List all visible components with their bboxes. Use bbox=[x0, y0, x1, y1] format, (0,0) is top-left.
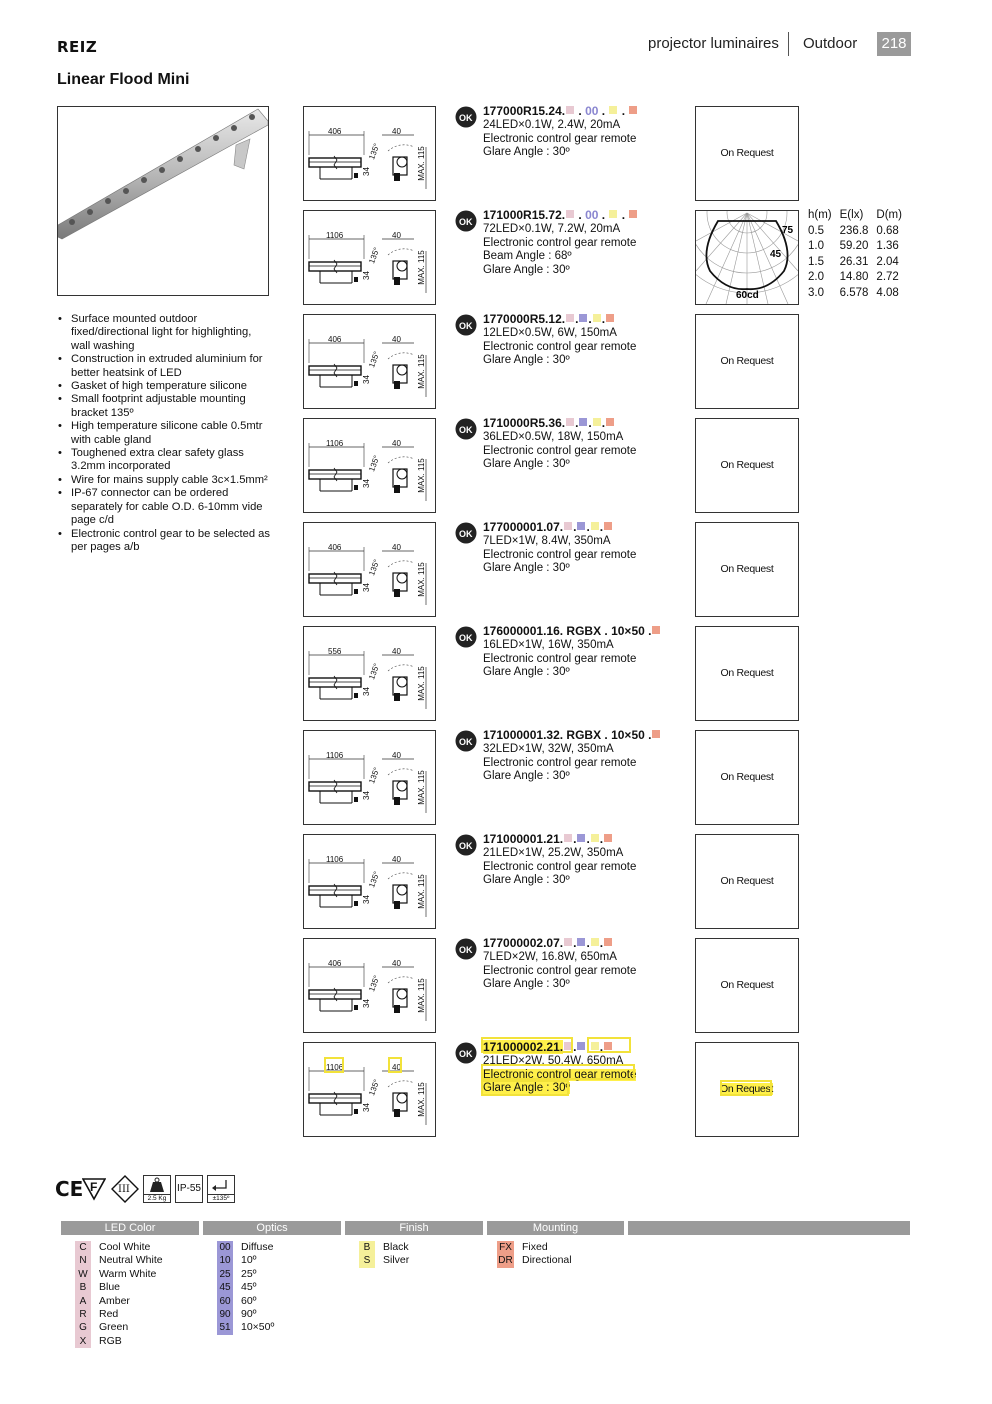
product-photo bbox=[57, 106, 269, 296]
on-request-label: On Request bbox=[720, 459, 774, 471]
option-swatch bbox=[591, 522, 599, 530]
spec-line: Glare Angle : 30º bbox=[483, 562, 570, 574]
category-label: projector luminaires bbox=[648, 35, 779, 52]
photometric-diagram bbox=[695, 210, 799, 305]
angle-label: 135° bbox=[367, 454, 382, 473]
spec-line: Glare Angle : 30º bbox=[483, 146, 570, 158]
product-code: 1710000R5.36. . . . bbox=[483, 416, 615, 430]
ip-rating-icon: IP-55 bbox=[175, 1175, 203, 1203]
product-code: 171000001.32. RGBX . 10×50 . bbox=[483, 728, 661, 742]
legend-item-mounting: FX Fixed bbox=[497, 1241, 548, 1254]
height-label: 34 bbox=[361, 271, 371, 280]
svg-text:OK: OK bbox=[459, 217, 473, 227]
legend-item-finish: B Black bbox=[359, 1241, 409, 1254]
option-swatch bbox=[579, 418, 587, 426]
spec-line: Glare Angle : 30º bbox=[483, 354, 570, 366]
spec-line: 72LED×0.1W, 7.2W, 20mA bbox=[483, 223, 621, 235]
photometric-table bbox=[808, 208, 910, 301]
on-request-box bbox=[695, 314, 799, 409]
spec-line: Glare Angle : 30º bbox=[483, 1082, 570, 1094]
max-height-label: MAX. 115 bbox=[416, 562, 426, 597]
angle-label: 135° bbox=[367, 766, 382, 785]
angle-label: 135° bbox=[367, 558, 382, 577]
option-swatch bbox=[564, 938, 572, 946]
dimension-drawing bbox=[303, 938, 436, 1033]
on-request-box bbox=[695, 522, 799, 617]
length-label: 406 bbox=[328, 959, 342, 968]
legend-item-optics: 60 60º bbox=[217, 1295, 257, 1308]
spec-line: Glare Angle : 30º bbox=[483, 770, 570, 782]
dimension-drawing bbox=[303, 626, 436, 721]
class-iii-icon: III bbox=[111, 1175, 123, 1203]
on-request-label: On Request bbox=[720, 771, 774, 783]
depth-label: 40 bbox=[392, 335, 401, 344]
polar-label-cd: 60cd bbox=[736, 290, 759, 301]
length-label: 1106 bbox=[326, 231, 344, 240]
legend-item-led-color: X RGB bbox=[75, 1335, 122, 1348]
legend-item-optics: 45 45º bbox=[217, 1281, 257, 1294]
header-h: h(m) bbox=[808, 209, 832, 221]
height-label: 34 bbox=[361, 167, 371, 176]
led-badge-icon bbox=[455, 1042, 477, 1064]
angle-label: 135° bbox=[367, 350, 382, 369]
led-badge-icon bbox=[455, 418, 477, 440]
option-swatch bbox=[577, 834, 585, 842]
spec-line: Beam Angle : 68º bbox=[483, 250, 572, 262]
svg-text:OK: OK bbox=[459, 425, 473, 435]
product-code: 171000002.21. . . . bbox=[483, 1040, 613, 1054]
led-badge-icon bbox=[455, 938, 477, 960]
length-label: 1106 bbox=[326, 1063, 344, 1072]
dimension-drawing bbox=[303, 418, 436, 513]
length-label: 406 bbox=[328, 543, 342, 552]
option-swatch bbox=[577, 1042, 585, 1050]
led-color-swatch bbox=[566, 210, 574, 218]
option-swatch bbox=[591, 1042, 599, 1050]
height-label: 34 bbox=[361, 583, 371, 592]
svg-text:OK: OK bbox=[459, 841, 473, 851]
max-height-label: MAX. 115 bbox=[416, 250, 426, 285]
spec-line: Electronic control gear remote bbox=[483, 964, 637, 977]
product-code: 177000001.07. . . . bbox=[483, 520, 613, 534]
option-swatch bbox=[577, 522, 585, 530]
option-swatch bbox=[652, 626, 660, 634]
polar-label-45: 45 bbox=[770, 249, 782, 260]
on-request-label: On Request bbox=[720, 875, 774, 887]
legend-header-optics: Optics bbox=[203, 1221, 341, 1235]
on-request-box bbox=[695, 106, 799, 201]
cell: 1.36 bbox=[876, 240, 899, 252]
max-height-label: MAX. 115 bbox=[416, 978, 426, 1013]
option-swatch bbox=[604, 834, 612, 842]
option-swatch bbox=[652, 730, 660, 738]
svg-text:OK: OK bbox=[459, 321, 473, 331]
on-request-label: On Request bbox=[720, 563, 774, 575]
height-label: 34 bbox=[361, 687, 371, 696]
spec-line: 16LED×1W, 16W, 350mA bbox=[483, 639, 614, 651]
cell: 2.72 bbox=[876, 271, 899, 283]
on-request-box bbox=[695, 1042, 799, 1137]
feature-item: • Small footprint adjustable mounting bracket 135º bbox=[57, 393, 273, 420]
option-swatch bbox=[604, 522, 612, 530]
spec-line: Electronic control gear remote bbox=[483, 756, 637, 769]
legend-item-finish: S Silver bbox=[359, 1254, 409, 1267]
feature-item: • Wire for mains supply cable 3c×1.5mm² bbox=[57, 474, 273, 487]
table-row bbox=[808, 224, 910, 240]
on-request-label: On Request bbox=[720, 147, 774, 159]
height-label: 34 bbox=[361, 375, 371, 384]
option-swatch bbox=[591, 938, 599, 946]
angle-label: 135° bbox=[367, 974, 382, 993]
product-title: Linear Flood Mini bbox=[57, 71, 190, 88]
cell: 14.80 bbox=[839, 271, 869, 283]
svg-text:OK: OK bbox=[459, 1049, 473, 1059]
depth-label: 40 bbox=[392, 647, 401, 656]
led-badge-icon bbox=[455, 210, 477, 232]
option-swatch bbox=[566, 418, 574, 426]
spec-line: Electronic control gear remote bbox=[483, 236, 637, 249]
length-label: 556 bbox=[328, 647, 342, 656]
spec-line: Electronic control gear remote bbox=[483, 340, 637, 353]
height-label: 34 bbox=[361, 895, 371, 904]
legend-item-optics: 10 10º bbox=[217, 1254, 257, 1267]
cell: 6.578 bbox=[839, 286, 869, 299]
cell: 0.68 bbox=[876, 224, 899, 237]
spec-line: 36LED×0.5W, 18W, 150mA bbox=[483, 431, 624, 443]
legend-item-led-color: C Cool White bbox=[75, 1241, 150, 1254]
legend-item-mounting: DR Directional bbox=[498, 1254, 572, 1267]
spec-line: Electronic control gear remote bbox=[483, 860, 637, 873]
cell: 0.5 bbox=[808, 224, 824, 237]
feature-item: • Toughened extra clear safety glass 3.2mm incorporated bbox=[57, 447, 273, 474]
legend-item-led-color: A Amber bbox=[75, 1295, 130, 1308]
product-code: 177000002.07. . . . bbox=[483, 936, 613, 950]
length-label: 406 bbox=[328, 335, 342, 344]
length-label: 1106 bbox=[326, 855, 344, 864]
legend-item-optics: 25 25º bbox=[217, 1268, 257, 1281]
height-label: 34 bbox=[361, 791, 371, 800]
led-color-swatch bbox=[566, 106, 574, 114]
table-row bbox=[808, 270, 910, 286]
angle-label: 135° bbox=[367, 246, 382, 265]
led-badge-icon bbox=[455, 314, 477, 336]
legend-header-led: LED Color bbox=[61, 1221, 199, 1235]
legend-header-blank bbox=[628, 1221, 910, 1235]
max-height-label: MAX. 115 bbox=[416, 354, 426, 389]
section-label: Outdoor bbox=[803, 35, 858, 52]
header-d: D(m) bbox=[876, 209, 902, 221]
cell: 1.5 bbox=[808, 255, 824, 268]
optics-code: 00 bbox=[585, 104, 599, 118]
table-row bbox=[808, 255, 910, 271]
on-request-label: On Request bbox=[720, 979, 774, 991]
led-badge-icon bbox=[455, 626, 477, 648]
max-height-label: MAX. 115 bbox=[416, 1082, 426, 1117]
spec-line: 32LED×1W, 32W, 350mA bbox=[483, 743, 614, 755]
brand-logo: REIZ bbox=[57, 38, 98, 56]
dimension-drawing bbox=[303, 730, 436, 825]
angle-label: 135° bbox=[367, 1078, 382, 1097]
option-swatch bbox=[609, 106, 617, 114]
feature-item: • High temperature silicone cable 0.5mtr with cable gland bbox=[57, 420, 273, 447]
length-label: 406 bbox=[328, 127, 342, 136]
legend-item-led-color: B Blue bbox=[75, 1281, 120, 1294]
legend-header-mounting: Mounting bbox=[487, 1221, 624, 1235]
legend-item-led-color: R Red bbox=[75, 1308, 118, 1321]
dimension-drawing bbox=[303, 106, 436, 201]
spec-line: Glare Angle : 30º bbox=[483, 874, 570, 886]
product-code: 171000R15.72. . 00 . . bbox=[483, 208, 638, 222]
length-label: 1106 bbox=[326, 751, 344, 760]
on-request-box bbox=[695, 418, 799, 513]
dimension-drawing bbox=[303, 210, 436, 305]
legend-item-led-color: G Green bbox=[75, 1321, 128, 1334]
on-request-label: On Request bbox=[720, 1083, 774, 1095]
max-height-label: MAX. 115 bbox=[416, 770, 426, 805]
angle-label: 135° bbox=[367, 142, 382, 161]
cell: 26.31 bbox=[839, 255, 869, 268]
product-code: 171000001.21. . . . bbox=[483, 832, 613, 846]
option-swatch bbox=[629, 106, 637, 114]
option-swatch bbox=[606, 314, 614, 322]
spec-line: 7LED×1W, 8.4W, 350mA bbox=[483, 535, 611, 547]
spec-line: Electronic control gear remote bbox=[483, 1068, 637, 1081]
option-swatch bbox=[593, 418, 601, 426]
cell: 1.0 bbox=[808, 240, 824, 252]
dimension-drawing bbox=[303, 522, 436, 617]
cell: 236.8 bbox=[839, 224, 869, 237]
optics-code: 00 bbox=[585, 208, 599, 222]
table-row bbox=[808, 286, 910, 302]
on-request-label: On Request bbox=[720, 355, 774, 367]
option-swatch bbox=[566, 314, 574, 322]
max-height-label: MAX. 115 bbox=[416, 458, 426, 493]
spec-line: 21LED×2W, 50.4W, 650mA bbox=[483, 1055, 624, 1067]
tilt-icon: ±135º bbox=[207, 1175, 235, 1203]
option-swatch bbox=[606, 418, 614, 426]
feature-item: • Electronic control gear to be selected as per pages a/b bbox=[57, 528, 273, 555]
feature-item: • IP-67 connector can be ordered separately for cable O.D. 6-10mm vide page c/d bbox=[57, 487, 273, 527]
spec-line: 21LED×1W, 25.2W, 350mA bbox=[483, 847, 624, 859]
spec-line: Glare Angle : 30º bbox=[483, 666, 570, 678]
led-badge-icon bbox=[455, 522, 477, 544]
option-swatch bbox=[577, 938, 585, 946]
ce-mark-icon: CE bbox=[55, 1177, 84, 1201]
on-request-box bbox=[695, 834, 799, 929]
cell: 59.20 bbox=[839, 240, 869, 252]
on-request-box bbox=[695, 938, 799, 1033]
depth-label: 40 bbox=[392, 959, 401, 968]
angle-label: 135° bbox=[367, 662, 382, 681]
spec-line: 12LED×0.5W, 6W, 150mA bbox=[483, 327, 617, 339]
header-e: E(lx) bbox=[839, 209, 864, 221]
option-swatch bbox=[579, 314, 587, 322]
cell: 4.08 bbox=[876, 286, 899, 299]
height-label: 34 bbox=[361, 1103, 371, 1112]
spec-line: Electronic control gear remote bbox=[483, 652, 637, 665]
dimension-drawing bbox=[303, 834, 436, 929]
svg-text:OK: OK bbox=[459, 633, 473, 643]
legend-header-finish: Finish bbox=[345, 1221, 483, 1235]
on-request-box bbox=[695, 730, 799, 825]
led-badge-icon bbox=[455, 106, 477, 128]
option-swatch bbox=[564, 522, 572, 530]
option-swatch bbox=[604, 1042, 612, 1050]
legend-item-led-color: W Warm White bbox=[75, 1268, 156, 1281]
dimension-drawing bbox=[303, 314, 436, 409]
spec-line: 24LED×0.1W, 2.4W, 20mA bbox=[483, 119, 621, 131]
feature-item: • Gasket of high temperature silicone bbox=[57, 380, 273, 393]
polar-label-75: 75 bbox=[782, 225, 794, 236]
svg-text:OK: OK bbox=[459, 737, 473, 747]
option-swatch bbox=[609, 210, 617, 218]
on-request-box bbox=[695, 626, 799, 721]
height-label: 34 bbox=[361, 999, 371, 1008]
cell: 3.0 bbox=[808, 286, 824, 299]
svg-text:OK: OK bbox=[459, 529, 473, 539]
option-swatch bbox=[604, 938, 612, 946]
legend-item-optics: 90 90º bbox=[217, 1308, 257, 1321]
option-swatch bbox=[591, 834, 599, 842]
option-swatch bbox=[629, 210, 637, 218]
spec-line: Electronic control gear remote bbox=[483, 444, 637, 457]
depth-label: 40 bbox=[392, 751, 401, 760]
spec-line: Electronic control gear remote bbox=[483, 548, 637, 561]
weight-icon: 2.5 Kg bbox=[143, 1175, 171, 1203]
feature-list bbox=[57, 313, 273, 554]
cell: 2.0 bbox=[808, 271, 824, 283]
led-badge-icon bbox=[455, 834, 477, 856]
table-row bbox=[808, 239, 910, 255]
legend-item-led-color: N Neutral White bbox=[75, 1254, 163, 1267]
height-label: 34 bbox=[361, 479, 371, 488]
svg-text:OK: OK bbox=[459, 113, 473, 123]
cell: 2.04 bbox=[876, 255, 899, 268]
angle-label: 135° bbox=[367, 870, 382, 889]
svg-text:OK: OK bbox=[459, 945, 473, 955]
page-number: 218 bbox=[877, 32, 911, 56]
header-divider bbox=[788, 32, 789, 56]
option-swatch bbox=[593, 314, 601, 322]
spec-line: Glare Angle : 30º bbox=[483, 263, 570, 276]
on-request-label: On Request bbox=[720, 667, 774, 679]
feature-item: • Construction in extruded aluminium for better heatsink of LED bbox=[57, 353, 273, 380]
depth-label: 40 bbox=[392, 439, 401, 448]
legend-item-optics: 00 Diffuse bbox=[217, 1241, 274, 1254]
f-mark-icon: F bbox=[82, 1175, 89, 1203]
dimension-drawing bbox=[303, 1042, 436, 1137]
product-code: 1770000R5.12. . . . bbox=[483, 312, 615, 326]
option-swatch bbox=[564, 1042, 572, 1050]
feature-item: • Surface mounted outdoor fixed/directional light for highlighting, wall washing bbox=[57, 313, 273, 353]
depth-label: 40 bbox=[392, 855, 401, 864]
length-label: 1106 bbox=[326, 439, 344, 448]
led-badge-icon bbox=[455, 730, 477, 752]
depth-label: 40 bbox=[392, 127, 401, 136]
product-code: 177000R15.24. . 00 . . bbox=[483, 104, 638, 118]
depth-label: 40 bbox=[392, 231, 401, 240]
max-height-label: MAX. 115 bbox=[416, 146, 426, 181]
spec-line: Electronic control gear remote bbox=[483, 132, 637, 145]
legend-item-optics: 51 10×50º bbox=[217, 1321, 274, 1334]
table-header-row bbox=[808, 208, 910, 224]
max-height-label: MAX. 115 bbox=[416, 874, 426, 909]
spec-line: Glare Angle : 30º bbox=[483, 978, 570, 990]
option-swatch bbox=[564, 834, 572, 842]
product-code: 176000001.16. RGBX . 10×50 . bbox=[483, 624, 661, 638]
depth-label: 40 bbox=[392, 543, 401, 552]
spec-line: Glare Angle : 30º bbox=[483, 458, 570, 470]
depth-label: 40 bbox=[392, 1063, 401, 1072]
max-height-label: MAX. 115 bbox=[416, 666, 426, 701]
spec-line: 7LED×2W, 16.8W, 650mA bbox=[483, 951, 617, 963]
